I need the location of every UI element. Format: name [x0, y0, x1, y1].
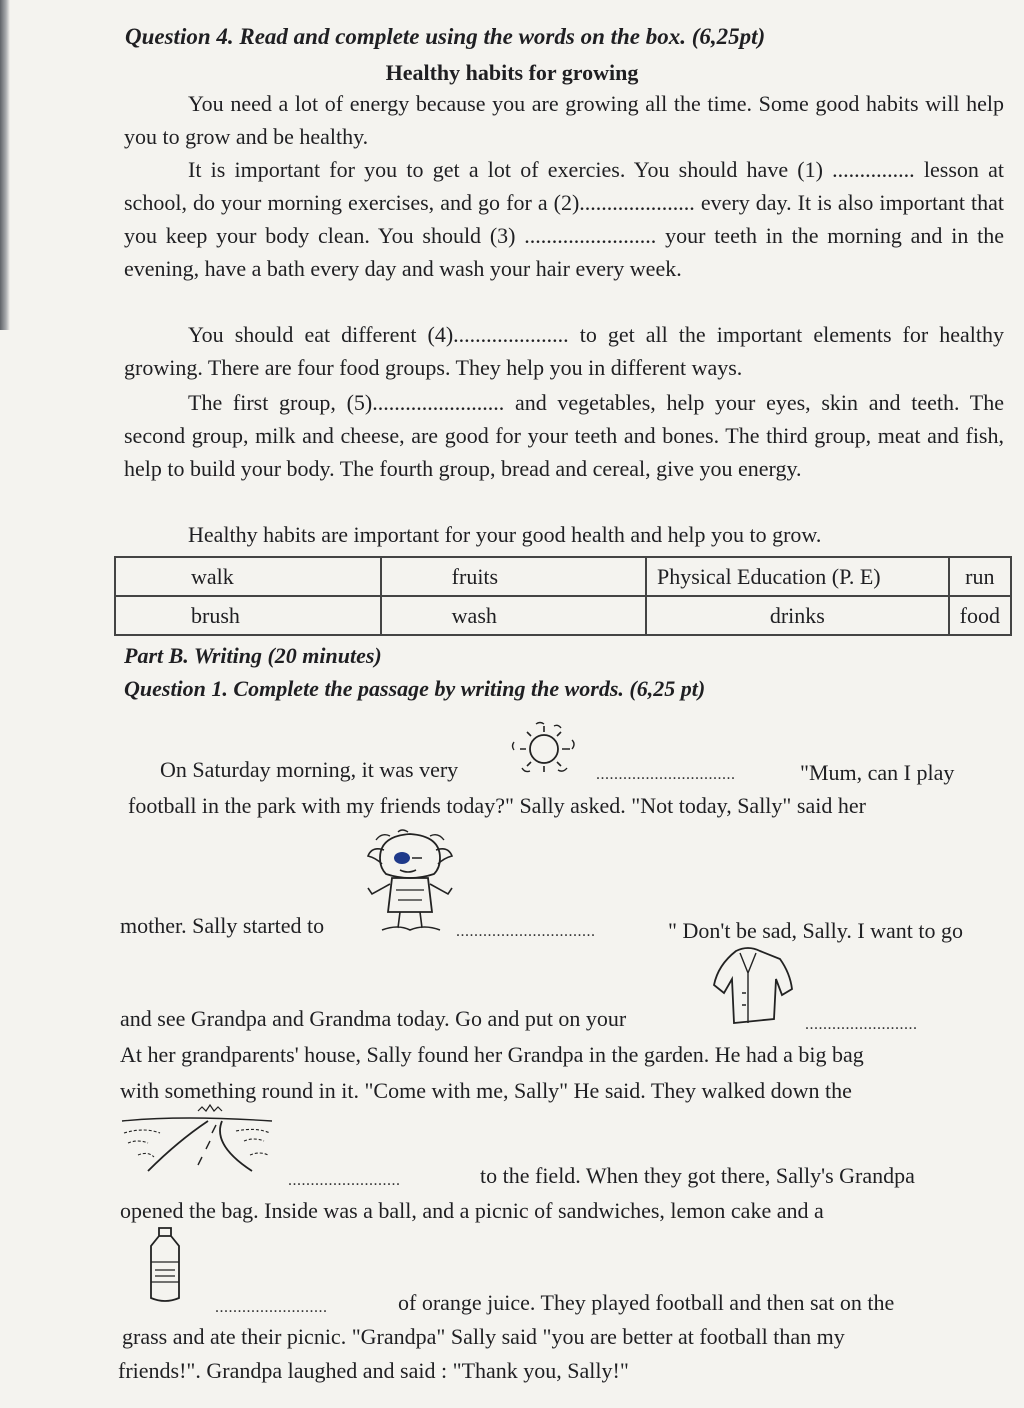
- story-line-1a: On Saturday morning, it was very: [160, 757, 459, 782]
- story-line-9: of orange juice. They played football and then sat on the: [398, 1290, 895, 1315]
- coat-icon: [702, 945, 794, 1031]
- question4-title: Question 4. Read and complete using the words on the box. (6,25pt): [125, 24, 766, 49]
- question1-title: Question 1. Complete the passage by writing the words. (6,25 pt): [124, 676, 706, 701]
- word-box-row: [115, 596, 1011, 635]
- answer-blank-1[interactable]: ...............................: [596, 766, 736, 783]
- story-line-11: friends!". Grandpa laughed and said : "Thank you, Sally!": [118, 1358, 629, 1383]
- paragraph-5: Healthy habits are important for your good health and help you to grow.: [188, 522, 822, 547]
- answer-blank-2[interactable]: ...............................: [456, 923, 596, 940]
- paragraph-4: The first group, (5)........................ and vegetables, help your eyes, skin and teeth. The second group, milk and cheese, are good for your teeth and bones. The third group, meat and fish, help to build your body. The fourth group, bread and cereal, give you energy.: [124, 390, 1004, 481]
- story-line-4: and see Grandpa and Grandma today. Go and put on your: [120, 1006, 627, 1031]
- story-line-10: grass and ate their picnic. "Grandpa" Sally said "you are better at football than my: [122, 1324, 845, 1349]
- word-box-table: [114, 556, 1012, 636]
- word-cell: Physical Education (P. E): [646, 557, 949, 596]
- story-line-7: to the field. When they got there, Sally's Grandpa: [480, 1163, 915, 1188]
- story-line-2: football in the park with my friends today?" Sally asked. "Not today, Sally" said her: [128, 793, 866, 818]
- word-box-row: [115, 557, 1011, 596]
- story-line-6: with something round in it. "Come with me, Sally" He said. They walked down the: [120, 1078, 852, 1103]
- bottle-icon: [145, 1226, 185, 1304]
- story-line-3b: " Don't be sad, Sally. I want to go: [668, 918, 964, 943]
- paragraph-2: It is important for you to get a lot of exercies. You should have (1) ............... lesson at school, do your morning exercises, and go for a (2)..................... every day. It is also important that you keep your body clean. You should (3) ........................ your teeth in the morning and in the evening, have a bath every day and wash your hair every week.: [124, 157, 1004, 281]
- word-cell: brush: [115, 596, 381, 635]
- story-line-5: At her grandparents' house, Sally found her Grandpa in the garden. He had a big bag: [120, 1042, 864, 1067]
- word-cell: wash: [381, 596, 646, 635]
- story-line-1b: "Mum, can I play: [800, 760, 955, 785]
- passage-title: Healthy habits for growing: [385, 60, 639, 85]
- part-b-heading: Part B. Writing (20 minutes): [124, 643, 382, 668]
- word-cell: run: [949, 557, 1011, 596]
- page-edge-shadow: [0, 0, 10, 330]
- paragraph-3: You should eat different (4)..................... to get all the important elements for healthy growing. There are four food groups. They help you in different ways.: [124, 322, 1004, 380]
- answer-blank-5[interactable]: .........................: [215, 1299, 328, 1316]
- sun-icon: [508, 720, 583, 778]
- word-cell: drinks: [646, 596, 949, 635]
- road-icon: [118, 1103, 278, 1175]
- story-line-8: opened the bag. Inside was a ball, and a picnic of sandwiches, lemon cake and a: [120, 1198, 824, 1223]
- story-line-3a: mother. Sally started to: [120, 913, 325, 938]
- crying-girl-icon: [360, 828, 460, 938]
- word-cell: walk: [115, 557, 381, 596]
- answer-blank-4[interactable]: .........................: [288, 1172, 401, 1189]
- word-cell: food: [949, 596, 1011, 635]
- answer-blank-3[interactable]: .........................: [805, 1016, 918, 1033]
- word-cell: fruits: [381, 557, 646, 596]
- paragraph-1: You need a lot of energy because you are growing all the time. Some good habits will help you to grow and be healthy.: [124, 91, 1004, 149]
